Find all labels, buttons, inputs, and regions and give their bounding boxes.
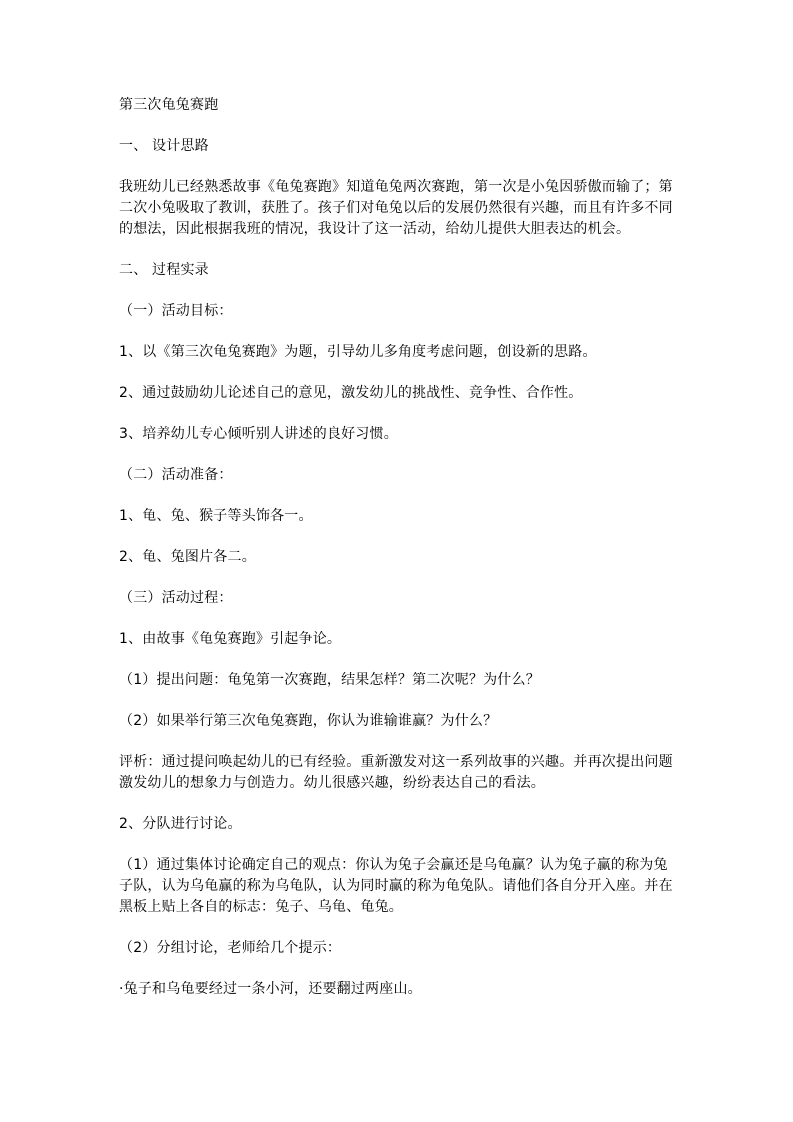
goal-item-2: 2、通过鼓励幼儿论述自己的意见，激发幼儿的挑战性、竞争性、合作性。 [119,385,583,401]
process-subitem-2-1: （1）通过集体讨论确定自己的观点：你认为兔子会赢还是乌龟赢？认为兔子赢的称为兔子队，认为乌龟赢的称为乌龟队，认为同时赢的称为龟兔队。请他们各自分开入座。并在黑板上贴上各自的标志：兔子、乌龟、龟兔。 [119,857,673,915]
subheading-preparation: （二）活动准备： [119,467,233,483]
document-title: 第三次龟兔赛跑 [119,97,219,113]
section-heading-process: 二、 过程实录 [119,262,209,278]
design-paragraph: 我班幼儿已经熟悉故事《龟兔赛跑》知道龟兔两次赛跑，第一次是小兔因骄傲而输了；第二次小兔吸取了教训，获胜了。孩子们对龟兔以后的发展仍然很有兴趣，而且有许多不同的想法，因此根据我班的情况，我设计了这一活动，给幼儿提供大胆表达的机会。 [119,179,673,237]
goal-item-1: 1、以《第三次龟兔赛跑》为题，引导幼儿多角度考虑问题，创设新的思路。 [119,344,597,360]
goal-item-3: 3、培养幼儿专心倾听别人讲述的良好习惯。 [119,426,398,442]
prep-item-1: 1、龟、兔、猴子等头饰各一。 [119,508,313,524]
process-item-1: 1、由故事《龟兔赛跑》引起争论。 [119,631,342,647]
subheading-process: （三）活动过程： [119,590,233,606]
section-heading-design: 一、 设计思路 [119,138,209,154]
prep-item-2: 2、龟、兔图片各二。 [119,549,256,565]
process-subitem-1-2: （2）如果举行第三次龟兔赛跑，你认为谁输谁赢？为什么？ [119,713,498,729]
comment-paragraph: 评析：通过提问唤起幼儿的已有经验。重新激发对这一系列故事的兴趣。并再次提出问题激发幼儿的想象力与创造力。幼儿很感兴趣，纷纷表达自己的看法。 [119,754,673,791]
process-subitem-1-1: （1）提出问题：龟兔第一次赛跑，结果怎样？第二次呢？为什么？ [119,672,540,688]
process-subitem-2-2: （2）分组讨论，老师给几个提示： [119,940,342,956]
document-body [119,95,679,1000]
process-item-2: 2、分队进行讨论。 [119,816,242,832]
subheading-goals: （一）活动目标： [119,303,233,319]
hint-item-1: ·兔子和乌龟要经过一条小河，还要翻过两座山。 [119,981,422,997]
